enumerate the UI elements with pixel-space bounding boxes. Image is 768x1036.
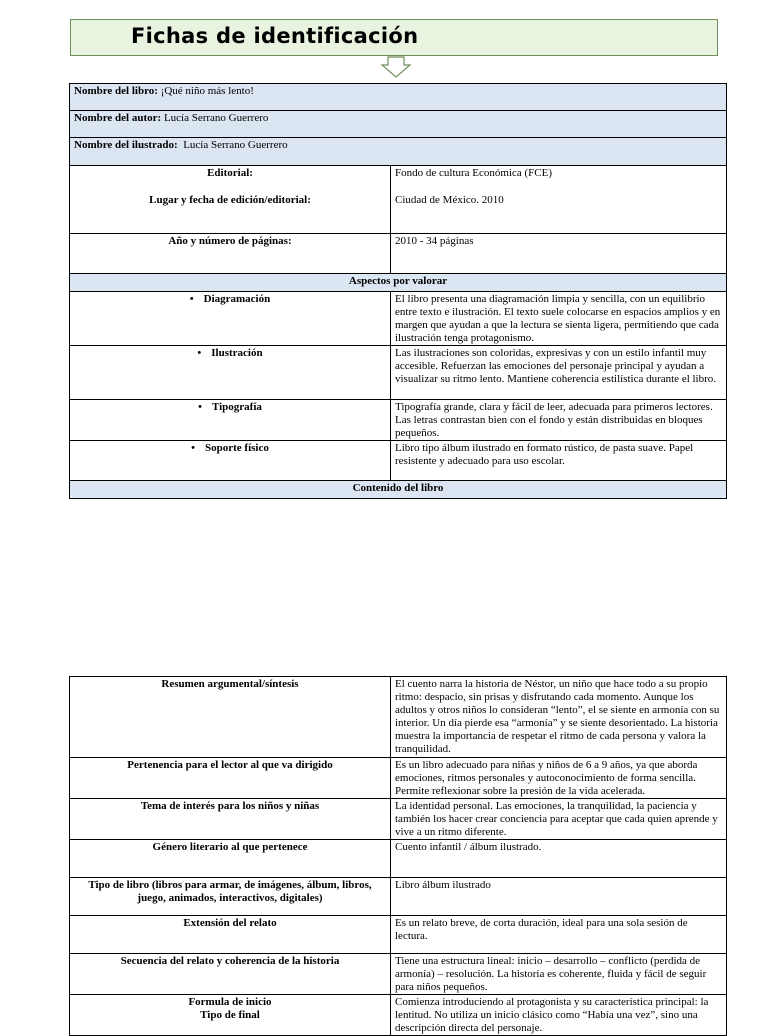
- diagramming-label: • Diagramación: [190, 293, 270, 305]
- year-pages-label: Año y número de páginas:: [70, 234, 391, 274]
- length-label: Extensión del relato: [70, 916, 391, 954]
- illustrator-row: [70, 138, 727, 166]
- opening-formula-label: Formula de inicio Tipo de final: [70, 995, 391, 1036]
- aspect-label-cell: [70, 441, 391, 481]
- summary-label: Resumen argumental/síntesis: [70, 677, 391, 758]
- editorial-value-cell: [391, 166, 727, 234]
- book-name-row: [70, 84, 727, 111]
- title-banner: [70, 19, 718, 56]
- illustrator-value: Lucía Serrano Guerrero: [183, 139, 288, 151]
- editorial-label: Editorial:: [207, 167, 253, 179]
- interest-theme-label: Tema de interés para los niños y niñas: [70, 799, 391, 840]
- author-value: Lucía Serrano Guerrero: [163, 112, 269, 124]
- book-type-label: Tipo de libro (libros para armar, de imágenes, álbum, libros, juego, animados, interactivos, digitales): [70, 878, 391, 916]
- down-arrow-icon: [380, 56, 412, 78]
- genre-text: Cuento infantil / álbum ilustrado.: [391, 840, 727, 878]
- content-table: [69, 676, 727, 1036]
- opening-formula-text: Comienza introduciendo al protagonista y su característica principal: la lentitud. No utiliza un inicio clásico como “Había una vez”, sino una descripción directa del personaje.: [391, 995, 727, 1036]
- aspect-label-cell: [70, 292, 391, 346]
- typography-label: • Tipografía: [198, 401, 262, 413]
- editorial-value: Fondo de cultura Económica (FCE): [395, 167, 553, 179]
- author-row: [70, 111, 727, 138]
- typography-text: Tipografía grande, clara y fácil de leer, adecuada para primeros lectores. Las letras contrastan bien con el fondo y están distribuidas en bloques pequeños.: [391, 400, 727, 441]
- page-title: Fichas de identificación: [131, 24, 419, 48]
- edition-place-label: Lugar y fecha de edición/editorial:: [149, 194, 311, 206]
- sequence-text: Tiene una estructura lineal: inicio – desarrollo – conflicto (perdida de armonía) – resolución. La historia es coherente, fluida y fácil de seguir para niños pequeños.: [391, 954, 727, 995]
- aspects-header: Aspectos por valorar: [70, 274, 727, 292]
- genre-label: Género literario al que pertenece: [70, 840, 391, 878]
- aspect-label-cell: [70, 400, 391, 441]
- year-pages-value: 2010 - 34 páginas: [391, 234, 727, 274]
- author-label: Nombre del autor:: [74, 112, 162, 124]
- relevance-text: Es un libro adecuado para niñas y niños de 6 a 9 años, ya que aborda emociones, ritmos personales y autoconocimiento de forma sencilla. Permite reflexionar sobre la presión de la vida acelerada.: [391, 758, 727, 799]
- book-name-label: Nombre del libro:: [74, 85, 158, 97]
- illustrator-label: Nombre del ilustrado:: [74, 139, 178, 151]
- editorial-label-cell: [70, 166, 391, 234]
- book-name-value: ¡Qué niño más lento!: [160, 85, 254, 97]
- interest-theme-text: La identidad personal. Las emociones, la tranquilidad, la paciencia y también los hacer crear conciencia para aceptar que cada quien aprende y vive a un ritmo diferente.: [391, 799, 727, 840]
- physical-support-label: • Soporte físico: [191, 442, 269, 454]
- aspect-label-cell: [70, 346, 391, 400]
- illustration-label: • Ilustración: [197, 347, 262, 359]
- diagramming-text: El libro presenta una diagramación limpia y sencilla, con un equilibrio entre texto e ilustración. El texto suele colocarse en espacios amplios y en margen que ayudan a que la lectura se sienta ligera, permitiendo que cada ilustración tenga protagonismo.: [391, 292, 727, 346]
- length-text: Es un relato breve, de corta duración, ideal para una sola sesión de lectura.: [391, 916, 727, 954]
- summary-text: El cuento narra la historia de Néstor, un niño que hace todo a su propio ritmo: despacio, sin prisas y disfrutando cada momento. Aunque los adultos y otros niños lo consideran “lento”, el se siente en armonía con su interior. Un día pierde esa “armonía” y se siente desorientado. La historia muestra la importancia de respetar el ritmo de cada persona y valora la tranquilidad.: [391, 677, 727, 758]
- physical-support-text: Libro tipo álbum ilustrado en formato rústico, de pasta suave. Papel resistente y adecuado para uso escolar.: [391, 441, 727, 481]
- illustration-text: Las ilustraciones son coloridas, expresivas y con un estilo infantil muy accesible. Refuerzan las emociones del personaje principal y ayudan a visualizar su ritmo lento. Mantiene coherencia estilística durante el libro.: [391, 346, 727, 400]
- identification-table: [69, 83, 727, 499]
- book-type-text: Libro álbum ilustrado: [391, 878, 727, 916]
- edition-place-value: Ciudad de México. 2010: [395, 194, 504, 206]
- sequence-label: Secuencia del relato y coherencia de la historia: [70, 954, 391, 995]
- relevance-label: Pertenencia para el lector al que va dirigido: [70, 758, 391, 799]
- content-header: Contenido del libro: [70, 481, 727, 499]
